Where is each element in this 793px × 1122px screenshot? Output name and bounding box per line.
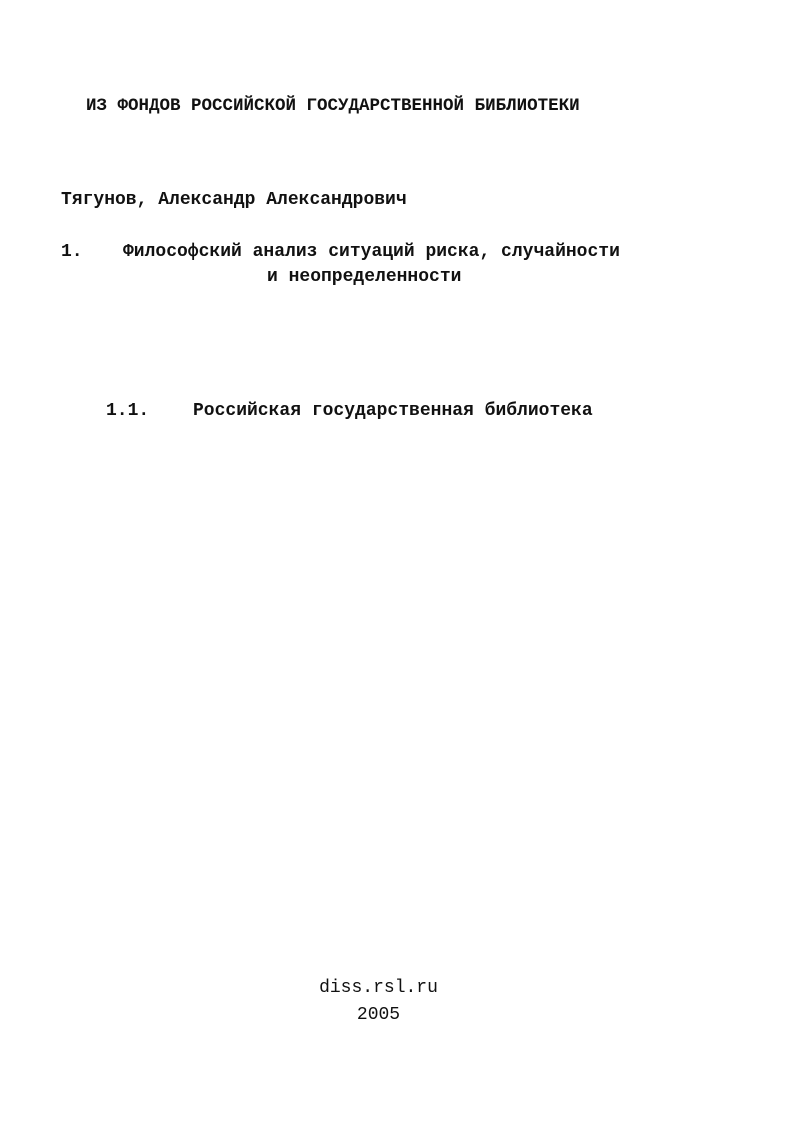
thesis-title-line-2: и неопределенности bbox=[267, 267, 462, 287]
subitem-title: Российская государственная библиотека bbox=[193, 401, 593, 421]
author-name: Тягунов, Александр Александрович bbox=[61, 190, 407, 210]
subitem-number: 1.1. bbox=[106, 401, 150, 421]
publication-year: 2005 bbox=[356, 1005, 401, 1025]
website-label: diss.rsl.ru bbox=[319, 978, 438, 998]
thesis-title-line-1: Философский анализ ситуаций риска, случайности bbox=[123, 242, 620, 262]
library-header: ИЗ ФОНДОВ РОССИЙСКОЙ ГОСУДАРСТВЕННОЙ БИБЛИОТЕКИ bbox=[86, 96, 580, 116]
item-number: 1. bbox=[61, 242, 83, 262]
